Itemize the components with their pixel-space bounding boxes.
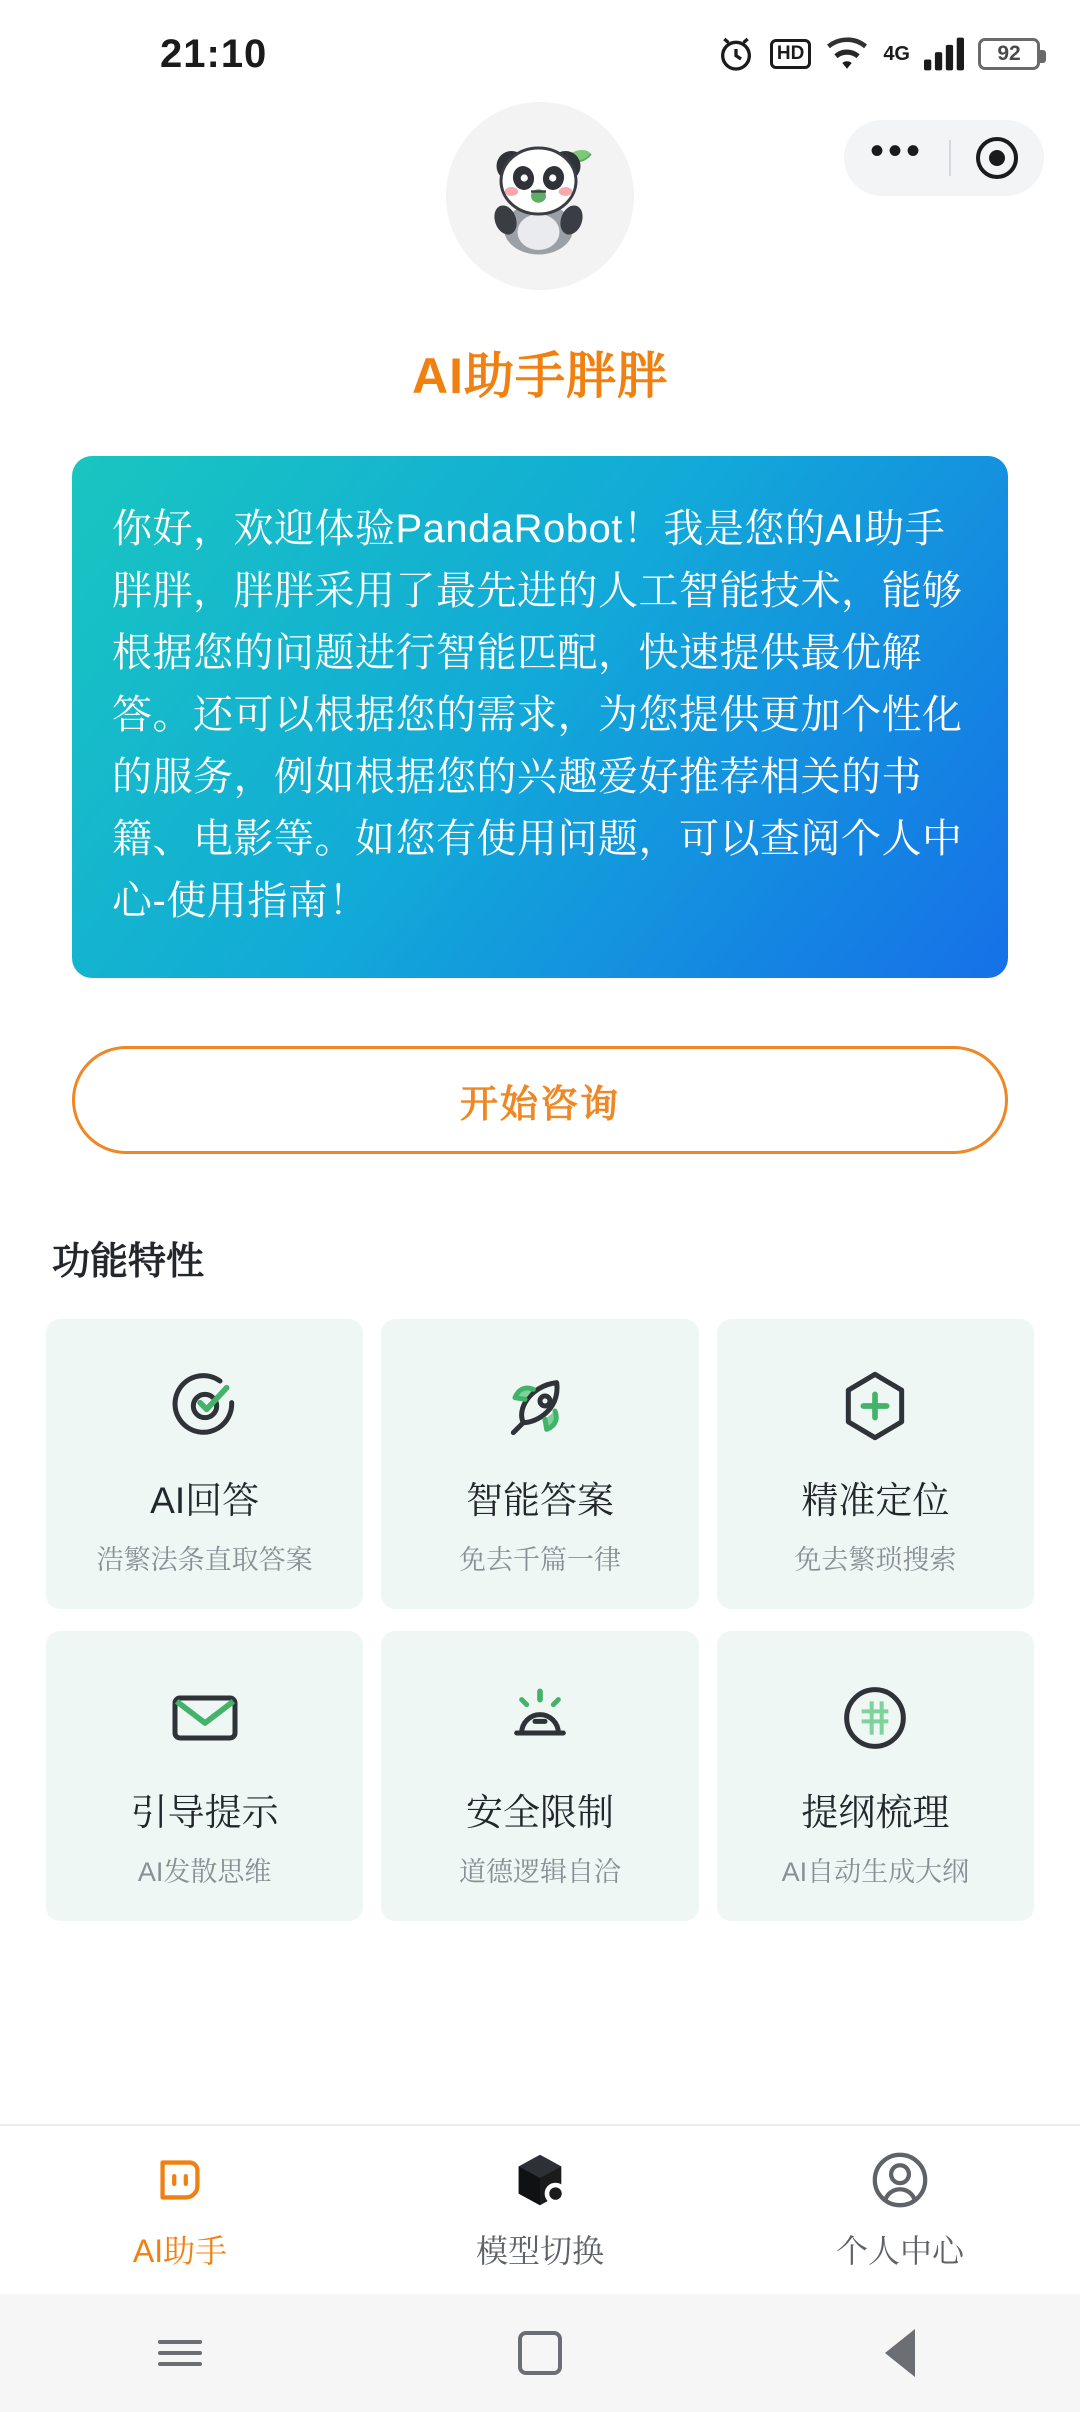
person-icon xyxy=(869,2149,931,2216)
feature-title: 精准定位 xyxy=(801,1479,950,1521)
feature-card-safety-limit[interactable] xyxy=(381,1631,698,1921)
4g-icon: 4G xyxy=(883,43,910,65)
tab-label: 个人中心 xyxy=(835,2232,964,2269)
target-icon[interactable] xyxy=(976,137,1018,179)
intro-card xyxy=(72,456,1008,978)
start-consult-button[interactable] xyxy=(72,1046,1008,1154)
feature-title: 提纲梳理 xyxy=(801,1791,950,1833)
feature-subtitle: 免去千篇一律 xyxy=(458,1544,621,1575)
mail-icon xyxy=(165,1670,245,1766)
cube-gear xyxy=(509,2149,571,2211)
status-bar xyxy=(0,0,1080,108)
feature-card-precise-location[interactable] xyxy=(717,1319,1034,1609)
capsule-divider xyxy=(949,140,951,176)
hexagon-plus-icon xyxy=(835,1358,915,1454)
feature-card-guide-prompt[interactable] xyxy=(46,1631,363,1921)
tab-label: 模型切换 xyxy=(475,2232,604,2269)
more-options-icon[interactable]: ••• xyxy=(870,129,925,173)
tab-ai-assistant[interactable] xyxy=(0,2149,360,2272)
feature-card-smart-answer[interactable] xyxy=(381,1319,698,1609)
status-time: 21:10 xyxy=(160,31,268,76)
tab-label: AI助手 xyxy=(132,2232,228,2269)
menu-icon[interactable] xyxy=(0,2333,360,2373)
system-nav-bar xyxy=(0,2294,1080,2412)
hd-icon: HD xyxy=(770,39,811,69)
feature-card-outline[interactable] xyxy=(717,1631,1034,1921)
back-triangle-icon[interactable] xyxy=(720,2329,1080,2377)
feature-title: AI回答 xyxy=(150,1479,260,1521)
intro-text: 你好，欢迎体验PandaRobot！我是您的AI助手胖胖，胖胖采用了最先进的人工智能技术，能够根据您的问题进行智能匹配，快速提供最优解答。还可以根据您的需求，为您提供更加个性化的服务，例如根据您的兴趣爱好推荐相关的书籍、电影等。如您有使用问题，可以查阅个人中心-使用指南！ xyxy=(112,507,963,923)
feature-subtitle: AI发散思维 xyxy=(137,1856,272,1887)
feature-card-ai-answer[interactable] xyxy=(46,1319,363,1609)
rocket-icon xyxy=(500,1358,580,1454)
features-section-title: 功能特性 xyxy=(52,1241,205,1283)
signal-icon xyxy=(924,36,964,72)
miniprogram-capsule[interactable] xyxy=(844,120,1044,196)
alarm-icon xyxy=(716,34,756,74)
target-check-icon xyxy=(165,1358,245,1454)
tab-model-switch[interactable] xyxy=(360,2149,720,2272)
features-grid xyxy=(46,1319,1034,1921)
feature-subtitle: 道德逻辑自洽 xyxy=(458,1856,621,1887)
avatar xyxy=(446,102,634,290)
feature-title: 智能答案 xyxy=(465,1479,614,1521)
tab-profile[interactable] xyxy=(720,2149,1080,2272)
feature-title: 引导提示 xyxy=(130,1791,279,1833)
circle-grid-icon xyxy=(835,1670,915,1766)
battery-icon xyxy=(978,38,1040,70)
status-icons xyxy=(716,34,1040,74)
alarm-light-icon xyxy=(500,1670,580,1766)
model-switch-icon xyxy=(509,2149,571,2216)
feature-subtitle: 免去繁琐搜索 xyxy=(794,1544,957,1575)
feature-subtitle: AI自动生成大纲 xyxy=(781,1856,970,1887)
feature-title: 安全限制 xyxy=(465,1791,614,1833)
feature-subtitle: 浩繁法条直取答案 xyxy=(96,1544,313,1575)
ai-assistant-icon xyxy=(149,2149,211,2216)
wifi-icon xyxy=(825,36,869,72)
start-consult-label: 开始咨询 xyxy=(459,1083,620,1126)
panda-avatar xyxy=(465,121,615,271)
home-square-icon[interactable] xyxy=(360,2331,720,2375)
tab-bar xyxy=(0,2124,1080,2294)
page-title: AI助手胖胖 xyxy=(412,348,668,404)
battery-level: 92 xyxy=(997,42,1021,65)
